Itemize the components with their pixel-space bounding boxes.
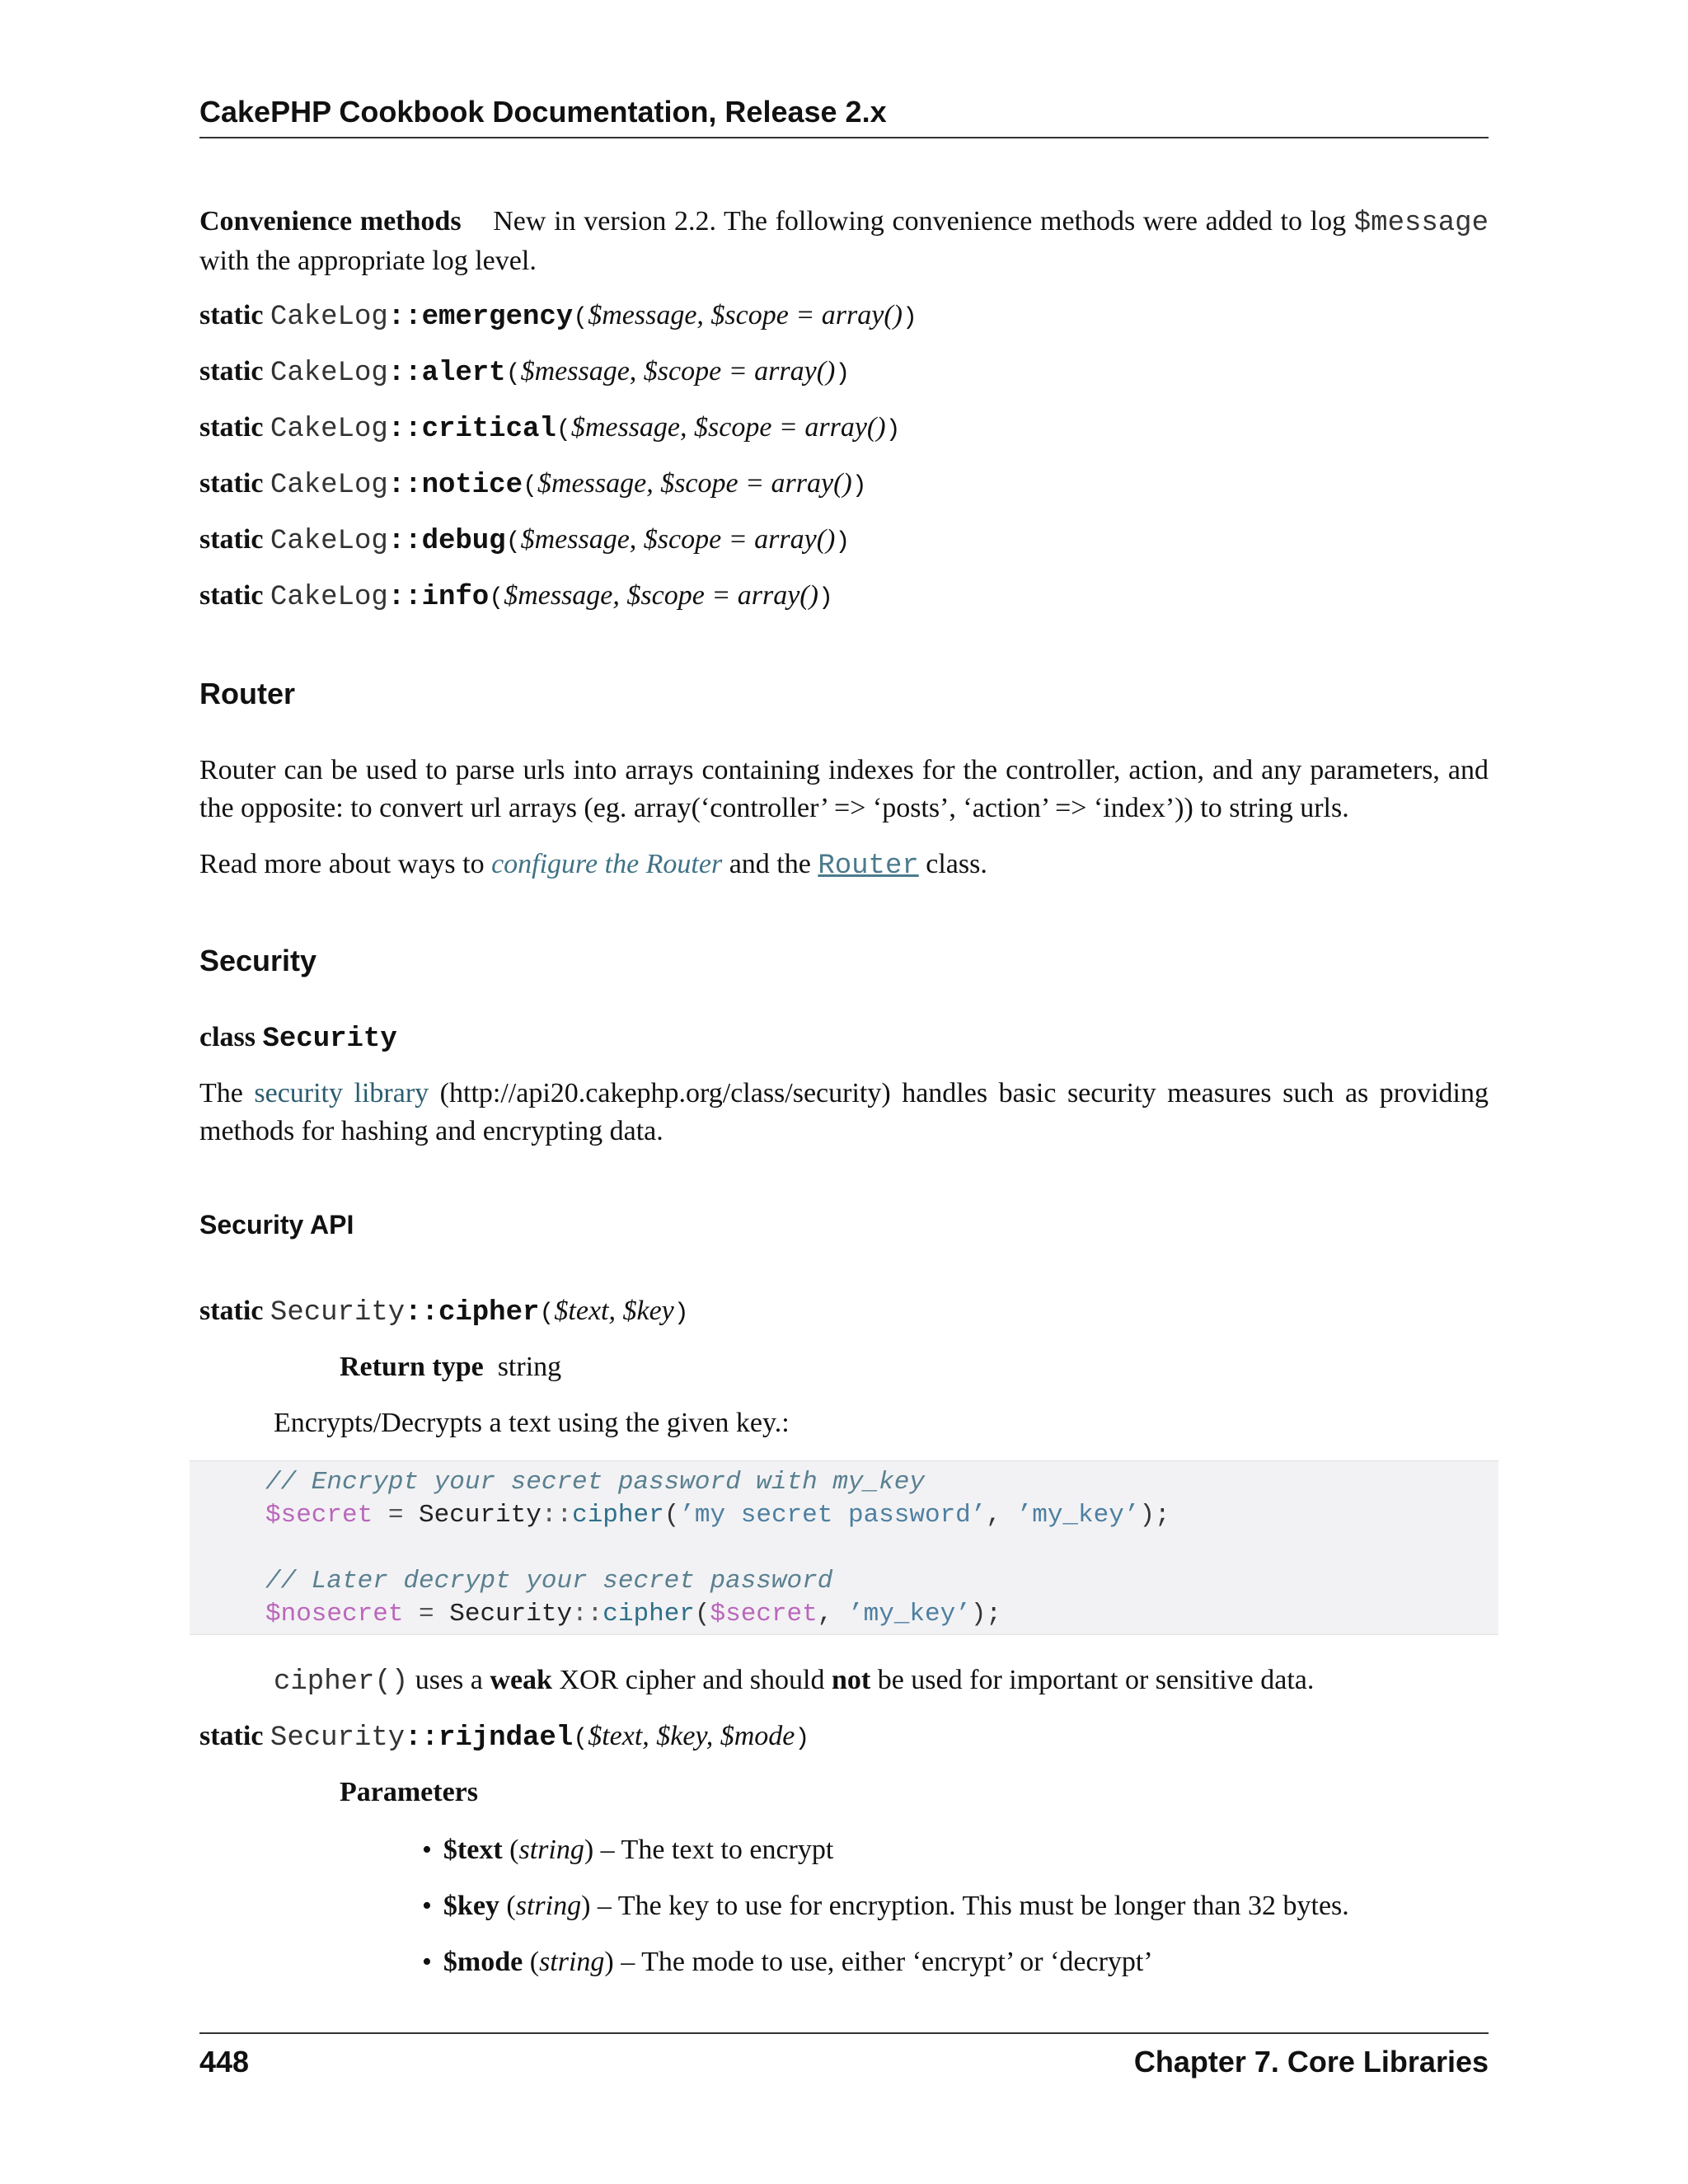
scope-separator: :: bbox=[387, 302, 422, 333]
method-signature-notice: static CakeLog::notice($message, $scope = array()) bbox=[199, 468, 867, 501]
security-text: The bbox=[199, 1078, 243, 1108]
static-keyword: static bbox=[199, 356, 264, 387]
security-class-declaration bbox=[199, 1019, 397, 1058]
message-code: $message bbox=[1353, 208, 1489, 239]
code-line: $nosecret = Security::cipher($secret, ’my_key’); bbox=[265, 1600, 1002, 1629]
method-signature-rijndael: static Security::rijndael($text, $key, $mode) bbox=[199, 1721, 810, 1754]
note-text: uses a bbox=[415, 1665, 483, 1695]
scope-separator: :: bbox=[405, 1297, 438, 1329]
return-type-value: string bbox=[497, 1352, 562, 1382]
security-text-after: (http://api20.cakephp.org/class/security) handles basic security measures such as providing methods for hashing and encrypting data. bbox=[199, 1078, 1489, 1146]
scope-separator: :: bbox=[405, 1722, 438, 1754]
configure-router-link[interactable]: configure the Router bbox=[491, 849, 723, 879]
method-args: $message, $scope = array() bbox=[520, 356, 836, 387]
router-read-more bbox=[199, 846, 1489, 885]
class-name: CakeLog bbox=[270, 302, 388, 333]
convenience-text-after: with the appropriate log level. bbox=[199, 246, 537, 276]
method-args: $message, $scope = array() bbox=[537, 468, 852, 499]
class-name: CakeLog bbox=[270, 470, 388, 501]
method-name: debug bbox=[421, 526, 506, 557]
method-name: notice bbox=[421, 470, 523, 501]
method-args: $message, $scope = array() bbox=[570, 412, 886, 443]
method-name: critical bbox=[421, 414, 556, 445]
scope-separator: :: bbox=[387, 526, 422, 557]
method-name: cipher bbox=[438, 1297, 540, 1329]
static-keyword: static bbox=[199, 1721, 264, 1751]
cipher-code: cipher() bbox=[274, 1666, 409, 1698]
method-signature-alert: static CakeLog::alert($message, $scope = array()) bbox=[199, 356, 851, 389]
read-more-text: Read more about ways to bbox=[199, 849, 485, 879]
note-text: be used for important or sensitive data. bbox=[877, 1665, 1315, 1695]
read-more-mid: and the bbox=[729, 849, 811, 879]
parameters-label bbox=[340, 1774, 478, 1811]
class-name: CakeLog bbox=[270, 526, 388, 557]
parameter-list bbox=[422, 1831, 1349, 1999]
router-paragraph: Router can be used to parse urls into arrays containing indexes for the controller, action, and any parameters, and the opposite: to convert url arrays (eg. array(‘controller’ => ‘posts’, ‘action’ => ‘index’)) to string urls. bbox=[199, 755, 1489, 823]
method-name: emergency bbox=[421, 302, 574, 333]
method-args: $message, $scope = array() bbox=[504, 580, 818, 611]
method-signature-cipher: static Security::cipher($text, $key) bbox=[199, 1296, 689, 1329]
method-args: $text, $key, $mode bbox=[588, 1721, 795, 1751]
cipher-description: Encrypts/Decrypts a text using the given key.: bbox=[274, 1408, 790, 1438]
running-header: CakePHP Cookbook Documentation, Release 2.x bbox=[199, 92, 1489, 138]
class-name: Security bbox=[262, 1024, 397, 1055]
convenience-text: New in version 2.2. The following convenience methods were added to log bbox=[493, 206, 1347, 237]
class-keyword: class bbox=[199, 1022, 256, 1052]
method-name: rijndael bbox=[438, 1722, 574, 1754]
note-text: XOR cipher and should bbox=[559, 1665, 825, 1695]
document-page bbox=[199, 0, 1489, 2184]
parameters-heading: Parameters bbox=[340, 1777, 479, 1807]
method-args: $message, $scope = array() bbox=[588, 300, 903, 330]
security-api-heading: Security API bbox=[199, 1210, 354, 1240]
scope-separator: :: bbox=[387, 582, 422, 613]
note-not: not bbox=[831, 1665, 871, 1695]
security-paragraph bbox=[199, 1075, 1489, 1151]
class-name: Security bbox=[270, 1722, 406, 1754]
class-name: CakeLog bbox=[270, 414, 388, 445]
chapter-title: Chapter 7. Core Libraries bbox=[1133, 2045, 1489, 2079]
code-line: $secret = Security::cipher(’my secret password’, ’my_key’); bbox=[265, 1501, 1170, 1530]
code-comment: // Encrypt your secret password with my_key bbox=[265, 1468, 925, 1497]
page-number: 448 bbox=[199, 2045, 250, 2079]
class-name: CakeLog bbox=[270, 358, 388, 389]
static-keyword: static bbox=[199, 1296, 264, 1326]
static-keyword: static bbox=[199, 412, 264, 443]
method-name: alert bbox=[421, 358, 506, 389]
cipher-note bbox=[274, 1661, 1314, 1701]
method-name: info bbox=[421, 582, 490, 613]
method-args: $message, $scope = array() bbox=[520, 524, 836, 555]
footer-rule bbox=[199, 2032, 1489, 2034]
convenience-paragraph bbox=[199, 203, 1489, 280]
list-item: • $text (string) – The text to encrypt bbox=[422, 1831, 1349, 1869]
method-signature-debug: static CakeLog::debug($message, $scope = array()) bbox=[199, 524, 851, 557]
router-heading: Router bbox=[199, 677, 295, 710]
list-item: • $key (string) – The key to use for encryption. This must be longer than 32 bytes. bbox=[422, 1887, 1349, 1925]
scope-separator: :: bbox=[387, 470, 422, 501]
security-library-link[interactable]: security library bbox=[254, 1078, 429, 1108]
return-type-label: Return type bbox=[340, 1352, 484, 1382]
convenience-label: Convenience methods bbox=[199, 206, 462, 237]
class-name: CakeLog bbox=[270, 582, 388, 613]
static-keyword: static bbox=[199, 524, 264, 555]
static-keyword: static bbox=[199, 468, 264, 499]
note-weak: weak bbox=[490, 1665, 552, 1695]
static-keyword: static bbox=[199, 300, 264, 330]
scope-separator: :: bbox=[387, 414, 422, 445]
return-type-field bbox=[340, 1348, 561, 1386]
read-more-after: class. bbox=[926, 849, 987, 879]
scope-separator: :: bbox=[387, 358, 422, 389]
code-comment: // Later decrypt your secret password bbox=[265, 1567, 833, 1596]
static-keyword: static bbox=[199, 580, 264, 611]
list-item: • $mode (string) – The mode to use, either ‘encrypt’ or ‘decrypt’ bbox=[422, 1943, 1349, 1981]
class-name: Security bbox=[270, 1297, 406, 1329]
method-args: $text, $key bbox=[554, 1296, 674, 1326]
method-signature-info: static CakeLog::info($message, $scope = array()) bbox=[199, 580, 833, 613]
router-class-link[interactable]: Router bbox=[818, 851, 919, 882]
method-signature-emergency: static CakeLog::emergency($message, $scope = array()) bbox=[199, 300, 917, 333]
method-signature-critical: static CakeLog::critical($message, $scope = array()) bbox=[199, 412, 901, 445]
code-block bbox=[190, 1460, 1498, 1635]
security-heading: Security bbox=[199, 944, 317, 977]
